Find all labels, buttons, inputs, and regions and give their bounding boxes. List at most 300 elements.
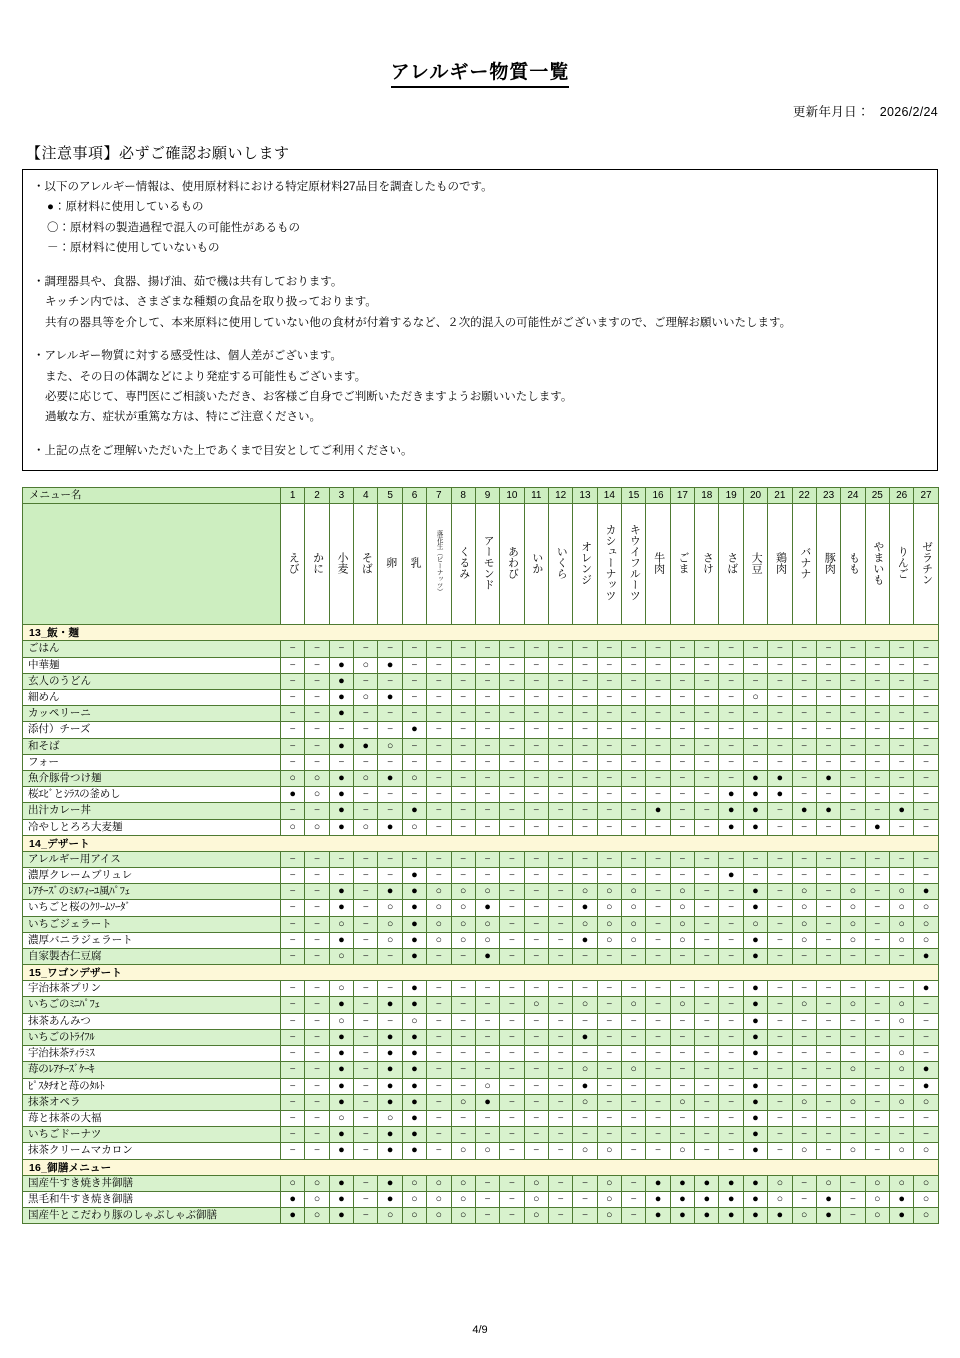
allergen-cell-20 bbox=[743, 1062, 767, 1078]
allergen-mark: − bbox=[411, 708, 418, 720]
allergen-mark: − bbox=[460, 692, 467, 704]
allergen-mark: − bbox=[508, 724, 515, 736]
allergen-mark: − bbox=[898, 708, 905, 720]
allergen-mark: − bbox=[362, 870, 369, 882]
allergen-cell-16 bbox=[646, 706, 670, 722]
allergen-cell-9 bbox=[475, 706, 499, 722]
allergen-mark: − bbox=[362, 756, 369, 768]
allergen-cell-23 bbox=[816, 932, 840, 948]
allergen-cell-26 bbox=[889, 981, 913, 997]
allergen-header-9 bbox=[475, 504, 499, 625]
allergen-mark: ● bbox=[752, 1176, 759, 1189]
allergen-mark: − bbox=[508, 1064, 515, 1076]
allergen-cell-23 bbox=[816, 1191, 840, 1207]
allergen-mark: − bbox=[557, 1064, 564, 1076]
allergen-mark: ○ bbox=[606, 917, 613, 930]
allergen-cell-2 bbox=[305, 932, 329, 948]
allergen-cell-6 bbox=[402, 884, 426, 900]
allergen-cell-22 bbox=[792, 900, 816, 916]
allergen-mark: − bbox=[484, 740, 491, 752]
allergen-number-25: 25 bbox=[865, 488, 889, 504]
allergen-mark: ○ bbox=[922, 933, 930, 946]
allergen-mark: ● bbox=[752, 982, 759, 995]
table-row bbox=[23, 1078, 939, 1094]
allergen-cell-16 bbox=[646, 738, 670, 754]
allergen-mark: − bbox=[508, 789, 515, 801]
allergen-mark: − bbox=[752, 659, 759, 671]
allergen-cell-25 bbox=[865, 868, 889, 884]
allergen-cell-25 bbox=[865, 1013, 889, 1029]
allergen-mark: − bbox=[801, 1177, 808, 1189]
allergen-cell-25 bbox=[865, 851, 889, 867]
allergen-cell-14 bbox=[597, 916, 621, 932]
allergen-mark: − bbox=[533, 789, 540, 801]
allergen-cell-2 bbox=[305, 1013, 329, 1029]
allergen-cell-23 bbox=[816, 738, 840, 754]
allergen-mark: − bbox=[825, 724, 832, 736]
allergen-cell-8 bbox=[451, 690, 475, 706]
allergen-cell-7 bbox=[427, 690, 451, 706]
allergen-mark: ○ bbox=[606, 1192, 613, 1205]
allergen-mark: − bbox=[435, 951, 442, 963]
allergen-mark: ● bbox=[411, 1095, 418, 1108]
allergen-cell-20 bbox=[743, 1029, 767, 1045]
allergen-cell-24 bbox=[841, 932, 865, 948]
allergen-mark: ● bbox=[752, 950, 759, 963]
allergen-mark: − bbox=[679, 951, 686, 963]
allergen-cell-4 bbox=[354, 851, 378, 867]
allergen-cell-6 bbox=[402, 851, 426, 867]
allergen-mark: − bbox=[582, 1209, 588, 1221]
allergen-number-26: 26 bbox=[889, 488, 913, 504]
allergen-cell-2 bbox=[305, 1046, 329, 1062]
allergen-mark: − bbox=[289, 870, 296, 882]
table-body bbox=[23, 625, 939, 1224]
allergen-cell-12 bbox=[548, 1013, 572, 1029]
allergen-mark: − bbox=[557, 1112, 564, 1124]
allergen-number-24: 24 bbox=[841, 488, 865, 504]
table-row bbox=[23, 754, 939, 770]
allergen-mark: − bbox=[923, 999, 929, 1011]
allergen-mark: − bbox=[801, 1015, 808, 1027]
allergen-cell-11 bbox=[524, 1207, 548, 1223]
allergen-cell-1 bbox=[281, 1029, 305, 1045]
allergen-cell-15 bbox=[622, 1094, 646, 1110]
notice-spacer-2 bbox=[33, 333, 927, 346]
allergen-cell-2 bbox=[305, 851, 329, 867]
allergen-cell-17 bbox=[670, 1127, 694, 1143]
allergen-cell-16 bbox=[646, 1094, 670, 1110]
menu-item-name: 抹茶オペラ bbox=[23, 1094, 281, 1110]
allergen-mark: − bbox=[874, 902, 881, 914]
allergen-mark: − bbox=[484, 708, 491, 720]
allergen-mark: − bbox=[728, 1145, 735, 1157]
allergen-mark: ● bbox=[338, 658, 345, 671]
allergen-mark: − bbox=[557, 692, 564, 704]
allergen-cell-19 bbox=[719, 884, 743, 900]
allergen-mark: ● bbox=[338, 772, 345, 785]
allergen-mark: − bbox=[289, 708, 296, 720]
allergen-mark: − bbox=[557, 1031, 564, 1043]
allergen-mark: − bbox=[582, 1193, 588, 1205]
allergen-mark: − bbox=[606, 708, 613, 720]
allergen-cell-19 bbox=[719, 819, 743, 835]
allergen-mark: − bbox=[630, 1048, 637, 1060]
allergen-mark: ● bbox=[752, 788, 759, 801]
allergen-cell-4 bbox=[354, 787, 378, 803]
allergen-mark: − bbox=[655, 724, 661, 736]
menu-item-name: 濃厚クレームブリュレ bbox=[23, 868, 281, 884]
allergen-cell-27 bbox=[914, 1175, 938, 1191]
allergen-mark: − bbox=[289, 1080, 296, 1092]
menu-item-name: 桜ｴﾋﾞとｼﾗｽの釜めし bbox=[23, 787, 281, 803]
allergen-mark: ○ bbox=[630, 917, 637, 930]
allergen-cell-9 bbox=[475, 1029, 499, 1045]
allergen-mark: − bbox=[460, 1080, 467, 1092]
allergen-cell-7 bbox=[427, 787, 451, 803]
allergen-cell-19 bbox=[719, 868, 743, 884]
allergen-mark: − bbox=[508, 1145, 515, 1157]
allergen-mark: − bbox=[533, 1112, 540, 1124]
allergen-cell-8 bbox=[451, 1207, 475, 1223]
menu-item-name: フォー bbox=[23, 754, 281, 770]
allergen-mark: ○ bbox=[386, 1208, 394, 1221]
allergen-mark: − bbox=[923, 853, 929, 865]
allergen-mark: ○ bbox=[460, 1144, 467, 1157]
allergen-cell-23 bbox=[816, 819, 840, 835]
allergen-mark: − bbox=[435, 773, 442, 785]
allergen-mark: ○ bbox=[606, 901, 613, 914]
allergen-cell-23 bbox=[816, 1078, 840, 1094]
allergen-mark: − bbox=[850, 1015, 856, 1027]
allergen-cell-27 bbox=[914, 819, 938, 835]
allergen-mark: − bbox=[508, 1129, 515, 1141]
allergen-name-label: いくら bbox=[555, 546, 568, 580]
allergen-cell-21 bbox=[768, 722, 792, 738]
notice-line-7: 共有の器具等を介して、本来原料に使用していない他の食材が付着するなど、２次的混入の可能性がございますので、ご理解お願いいたします。 bbox=[45, 316, 792, 329]
allergen-mark: − bbox=[289, 1015, 296, 1027]
allergen-mark: − bbox=[387, 870, 394, 882]
allergen-cell-11 bbox=[524, 981, 548, 997]
allergen-mark: ● bbox=[727, 788, 735, 801]
allergen-name-label: もも bbox=[847, 551, 860, 574]
allergen-mark: − bbox=[874, 951, 881, 963]
allergen-cell-24 bbox=[841, 673, 865, 689]
allergen-mark: − bbox=[508, 902, 515, 914]
allergen-mark: ● bbox=[898, 804, 905, 817]
allergen-cell-11 bbox=[524, 916, 548, 932]
allergen-mark: − bbox=[289, 951, 296, 963]
allergen-cell-7 bbox=[427, 1029, 451, 1045]
allergen-cell-2 bbox=[305, 916, 329, 932]
allergen-cell-2 bbox=[305, 787, 329, 803]
table-row bbox=[23, 1143, 939, 1159]
menu-item-name: 抹茶クリームマカロン bbox=[23, 1143, 281, 1159]
allergen-cell-7 bbox=[427, 1143, 451, 1159]
allergen-number-19: 19 bbox=[719, 488, 743, 504]
allergen-mark: − bbox=[703, 1048, 710, 1060]
allergen-mark: − bbox=[679, 1048, 686, 1060]
allergen-cell-1 bbox=[281, 932, 305, 948]
allergen-mark: − bbox=[362, 1145, 369, 1157]
allergen-mark: − bbox=[679, 692, 686, 704]
allergen-mark: − bbox=[703, 999, 710, 1011]
allergen-cell-24 bbox=[841, 1094, 865, 1110]
allergen-cell-27 bbox=[914, 1143, 938, 1159]
allergen-mark: − bbox=[630, 1145, 637, 1157]
allergen-cell-25 bbox=[865, 657, 889, 673]
allergen-mark: ○ bbox=[679, 933, 686, 946]
allergen-mark: ● bbox=[654, 1208, 662, 1221]
allergen-mark: − bbox=[728, 934, 735, 946]
allergen-mark: − bbox=[728, 740, 735, 752]
allergen-cell-12 bbox=[548, 657, 572, 673]
allergen-mark: ○ bbox=[898, 1095, 905, 1108]
allergen-cell-3 bbox=[329, 1062, 353, 1078]
allergen-table bbox=[22, 487, 939, 1224]
allergen-mark: ● bbox=[411, 1030, 418, 1043]
allergen-mark: ● bbox=[338, 804, 345, 817]
allergen-mark: − bbox=[582, 692, 588, 704]
allergen-cell-8 bbox=[451, 1046, 475, 1062]
allergen-cell-24 bbox=[841, 819, 865, 835]
allergen-mark: − bbox=[362, 1193, 369, 1205]
allergen-mark: − bbox=[825, 643, 832, 655]
allergen-mark: − bbox=[850, 675, 856, 687]
allergen-cell-27 bbox=[914, 1094, 938, 1110]
allergen-cell-16 bbox=[646, 1046, 670, 1062]
allergen-cell-1 bbox=[281, 981, 305, 997]
allergen-name-label: 鶏肉 bbox=[774, 551, 787, 574]
allergen-mark: − bbox=[703, 1015, 710, 1027]
allergen-cell-21 bbox=[768, 1078, 792, 1094]
allergen-mark: ○ bbox=[581, 1095, 589, 1108]
menu-item-name: いちごドーナツ bbox=[23, 1127, 281, 1143]
allergen-cell-9 bbox=[475, 771, 499, 787]
allergen-mark: − bbox=[655, 740, 661, 752]
allergen-mark: − bbox=[557, 643, 564, 655]
allergen-mark: ● bbox=[752, 1095, 759, 1108]
allergen-cell-4 bbox=[354, 657, 378, 673]
allergen-mark: − bbox=[703, 934, 710, 946]
notice-line-9: また、その日の体調などにより発症する可能性もございます。 bbox=[45, 370, 367, 383]
allergen-mark: ● bbox=[386, 1063, 394, 1076]
allergen-cell-20 bbox=[743, 997, 767, 1013]
allergen-cell-24 bbox=[841, 981, 865, 997]
allergen-mark: − bbox=[508, 886, 515, 898]
allergen-mark: − bbox=[874, 918, 881, 930]
allergen-mark: − bbox=[533, 740, 540, 752]
allergen-cell-13 bbox=[573, 997, 597, 1013]
allergen-cell-23 bbox=[816, 1207, 840, 1223]
menu-item-name: 苺と抹茶の大福 bbox=[23, 1110, 281, 1126]
allergen-mark: − bbox=[630, 1015, 637, 1027]
allergen-cell-6 bbox=[402, 1062, 426, 1078]
allergen-number-20: 20 bbox=[743, 488, 767, 504]
allergen-cell-13 bbox=[573, 738, 597, 754]
allergen-cell-16 bbox=[646, 1175, 670, 1191]
allergen-cell-20 bbox=[743, 771, 767, 787]
allergen-cell-14 bbox=[597, 754, 621, 770]
allergen-mark: ● bbox=[581, 1030, 589, 1043]
allergen-mark: ○ bbox=[411, 1014, 418, 1027]
allergen-mark: − bbox=[582, 1015, 588, 1027]
allergen-mark: − bbox=[508, 983, 515, 995]
allergen-mark: ● bbox=[411, 869, 418, 882]
allergen-mark: ● bbox=[727, 1192, 735, 1205]
allergen-mark: − bbox=[508, 805, 515, 817]
allergen-cell-12 bbox=[548, 771, 572, 787]
allergen-mark: − bbox=[387, 983, 394, 995]
allergen-cell-26 bbox=[889, 1029, 913, 1045]
table-row bbox=[23, 1029, 939, 1045]
allergen-cell-16 bbox=[646, 819, 670, 835]
allergen-mark: ● bbox=[752, 1014, 759, 1027]
allergen-mark: − bbox=[801, 740, 808, 752]
allergen-cell-6 bbox=[402, 916, 426, 932]
allergen-cell-11 bbox=[524, 1175, 548, 1191]
allergen-mark: − bbox=[557, 821, 564, 833]
allergen-cell-17 bbox=[670, 641, 694, 657]
allergen-mark: ○ bbox=[484, 933, 491, 946]
allergen-mark: − bbox=[460, 1112, 467, 1124]
allergen-cell-12 bbox=[548, 1046, 572, 1062]
allergen-mark: − bbox=[776, 983, 783, 995]
allergen-mark: − bbox=[801, 983, 808, 995]
allergen-mark: − bbox=[557, 870, 564, 882]
allergen-mark: ● bbox=[898, 1192, 905, 1205]
allergen-mark: − bbox=[825, 853, 832, 865]
allergen-mark: − bbox=[606, 805, 613, 817]
allergen-cell-17 bbox=[670, 949, 694, 965]
allergen-cell-1 bbox=[281, 1191, 305, 1207]
allergen-mark: − bbox=[435, 1031, 442, 1043]
allergen-cell-26 bbox=[889, 706, 913, 722]
allergen-cell-1 bbox=[281, 1046, 305, 1062]
allergen-mark: ● bbox=[362, 739, 370, 752]
allergen-cell-23 bbox=[816, 981, 840, 997]
allergen-cell-13 bbox=[573, 851, 597, 867]
title-container bbox=[0, 0, 960, 88]
allergen-mark: − bbox=[655, 902, 661, 914]
allergen-header-7 bbox=[427, 504, 451, 625]
allergen-mark: ● bbox=[922, 885, 930, 898]
allergen-cell-5 bbox=[378, 1207, 402, 1223]
allergen-cell-10 bbox=[500, 738, 524, 754]
menu-item-name: 玄人のうどん bbox=[23, 673, 281, 689]
allergen-cell-17 bbox=[670, 754, 694, 770]
allergen-cell-14 bbox=[597, 787, 621, 803]
allergen-cell-24 bbox=[841, 1207, 865, 1223]
allergen-mark: − bbox=[435, 983, 442, 995]
table-row bbox=[23, 997, 939, 1013]
allergen-cell-20 bbox=[743, 1127, 767, 1143]
menu-item-name: 冷やしとろろ大麦麺 bbox=[23, 819, 281, 835]
allergen-mark: ● bbox=[703, 1176, 711, 1189]
allergen-mark: − bbox=[362, 1112, 369, 1124]
allergen-cell-1 bbox=[281, 851, 305, 867]
allergen-mark: − bbox=[435, 1145, 442, 1157]
allergen-cell-27 bbox=[914, 673, 938, 689]
allergen-mark: ○ bbox=[289, 1176, 296, 1189]
table-row bbox=[23, 916, 939, 932]
allergen-cell-9 bbox=[475, 1046, 499, 1062]
allergen-mark: ○ bbox=[581, 885, 589, 898]
allergen-cell-11 bbox=[524, 803, 548, 819]
allergen-mark: − bbox=[557, 1145, 564, 1157]
allergen-cell-6 bbox=[402, 819, 426, 835]
allergen-name-label: オレンジ bbox=[579, 540, 592, 585]
allergen-number-18: 18 bbox=[695, 488, 719, 504]
allergen-mark: − bbox=[557, 1015, 564, 1027]
allergen-mark: ● bbox=[825, 1192, 832, 1205]
allergen-mark: − bbox=[606, 1031, 613, 1043]
allergen-mark: − bbox=[387, 951, 394, 963]
allergen-cell-6 bbox=[402, 1094, 426, 1110]
allergen-mark: − bbox=[314, 692, 320, 704]
allergen-mark: ○ bbox=[679, 885, 686, 898]
allergen-mark: ● bbox=[727, 820, 735, 833]
allergen-mark: − bbox=[557, 1048, 564, 1060]
allergen-mark: − bbox=[923, 1048, 929, 1060]
allergen-cell-27 bbox=[914, 932, 938, 948]
allergen-mark: ● bbox=[654, 1192, 662, 1205]
allergen-mark: ● bbox=[776, 1208, 784, 1221]
allergen-mark: − bbox=[435, 708, 442, 720]
allergen-cell-24 bbox=[841, 868, 865, 884]
allergen-mark: − bbox=[387, 853, 394, 865]
allergen-cell-13 bbox=[573, 690, 597, 706]
table-row bbox=[23, 787, 939, 803]
allergen-cell-3 bbox=[329, 1029, 353, 1045]
allergen-cell-17 bbox=[670, 981, 694, 997]
allergen-mark: − bbox=[801, 1080, 808, 1092]
allergen-cell-24 bbox=[841, 754, 865, 770]
allergen-mark: − bbox=[825, 821, 832, 833]
allergen-mark: − bbox=[460, 659, 467, 671]
allergen-mark: − bbox=[923, 708, 929, 720]
allergen-mark: ○ bbox=[874, 1192, 881, 1205]
allergen-cell-27 bbox=[914, 641, 938, 657]
allergen-mark: − bbox=[582, 853, 588, 865]
allergen-mark: ○ bbox=[630, 901, 637, 914]
allergen-mark: − bbox=[314, 983, 320, 995]
allergen-mark: − bbox=[508, 643, 515, 655]
allergen-mark: ○ bbox=[338, 982, 345, 995]
allergen-cell-8 bbox=[451, 787, 475, 803]
allergen-cell-9 bbox=[475, 997, 499, 1013]
allergen-cell-15 bbox=[622, 771, 646, 787]
allergen-mark: − bbox=[557, 708, 564, 720]
allergen-mark: − bbox=[484, 1209, 491, 1221]
allergen-cell-19 bbox=[719, 1110, 743, 1126]
allergen-mark: − bbox=[460, 756, 467, 768]
allergen-cell-11 bbox=[524, 690, 548, 706]
allergen-cell-13 bbox=[573, 1143, 597, 1159]
allergen-header-27 bbox=[914, 504, 938, 625]
allergen-mark: ● bbox=[727, 869, 735, 882]
table-row bbox=[23, 771, 939, 787]
allergen-cell-11 bbox=[524, 932, 548, 948]
allergen-mark: ● bbox=[338, 933, 345, 946]
allergen-mark: ● bbox=[581, 933, 589, 946]
allergen-cell-21 bbox=[768, 1191, 792, 1207]
allergen-mark: − bbox=[557, 1193, 564, 1205]
allergen-mark: − bbox=[533, 821, 540, 833]
allergen-mark: − bbox=[679, 659, 686, 671]
allergen-mark: − bbox=[825, 1112, 832, 1124]
allergen-mark: ● bbox=[922, 1063, 930, 1076]
